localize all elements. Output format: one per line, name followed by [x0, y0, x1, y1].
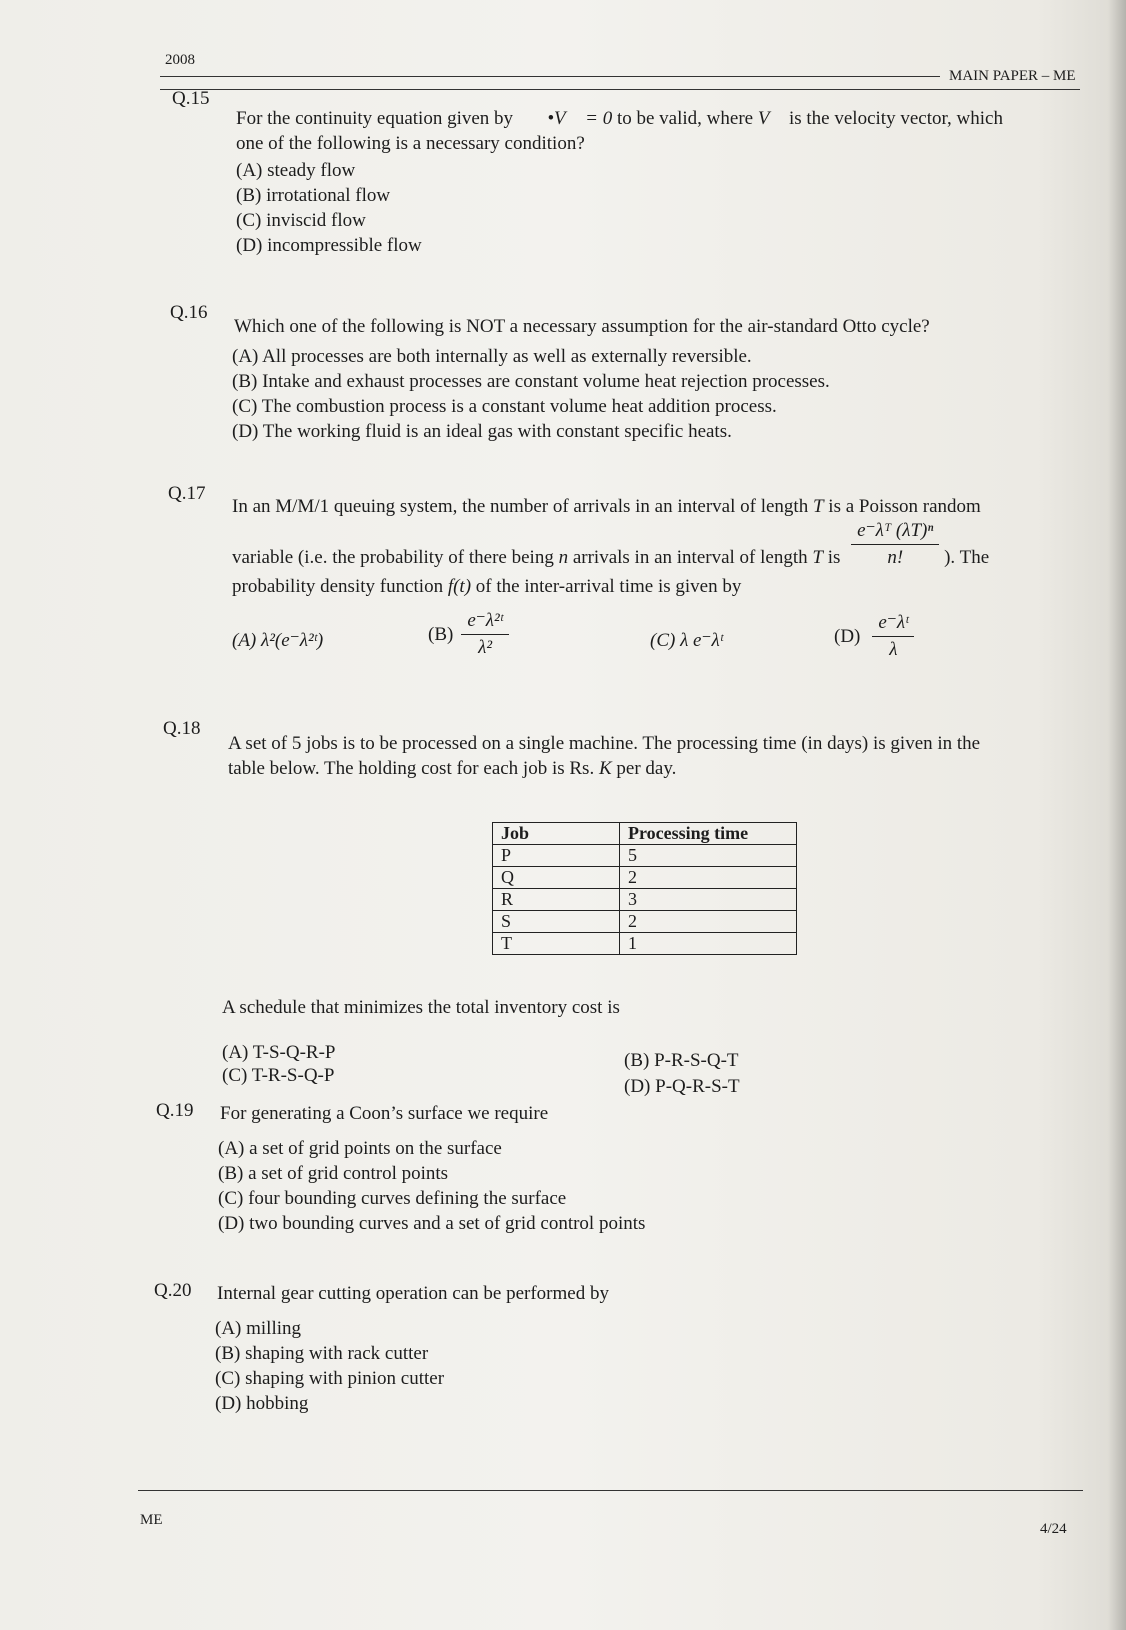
table-header-row: [493, 823, 797, 845]
q16-option-d: (D) The working fluid is an ideal gas with constant specific heats.: [232, 421, 732, 442]
header-rule-right: [160, 89, 1080, 90]
q17-line2-a: variable (i.e. the probability of there being: [232, 546, 559, 568]
q15-velocity-symbol: V⃗: [757, 108, 785, 129]
footer-rule: [138, 1490, 1083, 1491]
q17-line2-b: arrivals in an interval of length: [568, 546, 813, 568]
q18-symbol-K: K: [598, 758, 612, 779]
q18-jobs-table-wrap: [492, 822, 797, 955]
footer-page-number: 4/24: [1040, 1521, 1067, 1537]
q19-text: For generating a Coon’s surface we require: [220, 1103, 549, 1124]
q17-fraction-denominator: n!: [887, 547, 904, 568]
q16-number: Q.16: [170, 302, 208, 323]
q18-option-b: (B) P-R-S-Q-T: [624, 1050, 739, 1071]
q19-option-d: (D) two bounding curves and a set of grid control points: [218, 1213, 646, 1234]
page-binding-shadow: [1108, 0, 1126, 1630]
q17-option-d-denominator: λ: [889, 639, 898, 660]
q17-option-b-label: (B): [428, 624, 454, 645]
table-header-job: Job: [493, 823, 620, 845]
q17-fraction-numerator: e⁻λᵀ (λT)ⁿ: [851, 518, 939, 545]
q15-text-mid: to be valid, where: [612, 108, 758, 129]
q17-line3: [232, 574, 1052, 599]
q19-option-b: (B) a set of grid control points: [218, 1163, 449, 1184]
q20-options: [215, 1316, 444, 1416]
header-rule: [160, 76, 940, 77]
table-row: [493, 933, 797, 955]
q20-option-c: (C) shaping with pinion cutter: [215, 1368, 445, 1389]
q15-text-line2: one of the following is a necessary condition?: [236, 133, 585, 154]
q17-option-d-fraction: [872, 610, 914, 663]
q17-line2: [232, 516, 1082, 569]
table-cell-job: T: [493, 933, 620, 955]
q17-poisson-fraction: [851, 518, 939, 571]
table-cell-time: 2: [620, 867, 797, 889]
q17-symbol-n: n: [558, 546, 569, 568]
q17-option-d-numerator: e⁻λᵗ: [872, 610, 914, 637]
table-cell-job: R: [493, 889, 620, 911]
q17-line2-c: is: [822, 546, 841, 568]
q18-jobs-table: [492, 822, 797, 955]
q17-option-b: [428, 608, 509, 661]
q18-option-c: (C) T-R-S-Q-P: [222, 1065, 335, 1086]
header-paper: MAIN PAPER – ME: [949, 68, 1076, 84]
table-cell-time: 2: [620, 911, 797, 933]
q20-option-d: (D) hobbing: [215, 1393, 309, 1414]
q15-option-c: (C) inviscid flow: [236, 210, 366, 231]
table-cell-job: P: [493, 845, 620, 867]
q15-option-a: (A) steady flow: [236, 160, 356, 181]
q18-question: A schedule that minimizes the total inventory cost is: [222, 997, 620, 1018]
q16-text: Which one of the following is NOT a necessary assumption for the air-standard Otto cycle?: [234, 316, 930, 337]
q15-number: Q.15: [172, 88, 210, 109]
q18-line2-a: table below. The holding cost for each job is Rs.: [228, 758, 599, 779]
q17-option-d: [834, 610, 914, 663]
q20-number: Q.20: [154, 1280, 192, 1301]
q17-option-a: (A) λ²(e⁻λ²ᵗ): [232, 630, 324, 651]
table-cell-job: S: [493, 911, 620, 933]
q17-line3-a: probability density function: [232, 576, 448, 597]
q15-text-pre: For the continuity equation given by: [236, 108, 518, 129]
q15-options: [236, 158, 422, 258]
header-year: 2008: [165, 52, 195, 68]
footer-subject: ME: [140, 1512, 163, 1528]
q17-line3-b: of the inter-arrival time is given by: [471, 576, 742, 597]
q15-equation: ∇⃗•V⃗ = 0: [517, 108, 613, 129]
q19-options: [218, 1136, 645, 1236]
q17-option-d-label: (D): [834, 626, 861, 647]
q20-text: Internal gear cutting operation can be performed by: [217, 1283, 609, 1304]
q15-option-b: (B) irrotational flow: [236, 185, 391, 206]
q17-symbol-T2: T: [812, 546, 823, 568]
q15-option-d: (D) incompressible flow: [236, 235, 422, 256]
table-cell-time: 5: [620, 845, 797, 867]
q17-line1-a: In an M/M/1 queuing system, the number of arrivals in an interval of length: [232, 496, 813, 517]
q15-text-post: is the velocity vector, which: [784, 108, 1003, 129]
q19-number: Q.19: [156, 1100, 194, 1121]
table-row: [493, 845, 797, 867]
q19-option-a: (A) a set of grid points on the surface: [218, 1138, 502, 1159]
q17-line1-b: is a Poisson random: [823, 496, 981, 517]
q20-option-a: (A) milling: [215, 1318, 302, 1339]
q18-number: Q.18: [163, 718, 201, 739]
q17-option-c: (C) λ e⁻λᵗ: [650, 630, 723, 651]
q17-option-b-denominator: λ²: [478, 637, 493, 658]
q16-options: [232, 344, 830, 444]
q19-option-c: (C) four bounding curves defining the surface: [218, 1188, 567, 1209]
q18-line2-b: per day.: [611, 758, 677, 779]
q15-text: [236, 106, 1076, 156]
q16-option-c: (C) The combustion process is a constant volume heat addition process.: [232, 396, 777, 417]
q20-option-b: (B) shaping with rack cutter: [215, 1343, 429, 1364]
q17-option-b-fraction: [461, 608, 509, 661]
q18-text: [228, 731, 1078, 781]
table-header-processing-time: Processing time: [620, 823, 797, 845]
table-row: [493, 867, 797, 889]
q16-option-b: (B) Intake and exhaust processes are constant volume heat rejection processes.: [232, 371, 830, 392]
table-cell-time: 3: [620, 889, 797, 911]
table-row: [493, 911, 797, 933]
q17-symbol-T: T: [812, 496, 824, 517]
table-cell-time: 1: [620, 933, 797, 955]
q17-option-b-numerator: e⁻λ²ᵗ: [461, 608, 509, 635]
q17-number: Q.17: [168, 483, 206, 504]
table-cell-job: Q: [493, 867, 620, 889]
q18-option-a: (A) T-S-Q-R-P: [222, 1042, 336, 1063]
q17-line2-d: ). The: [944, 546, 990, 568]
q18-option-d: (D) P-Q-R-S-T: [624, 1076, 740, 1097]
q18-line1: A set of 5 jobs is to be processed on a single machine. The processing time (in days) is given in the: [228, 733, 981, 754]
table-row: [493, 889, 797, 911]
q16-option-a: (A) All processes are both internally as well as externally reversible.: [232, 346, 752, 367]
q17-ft: f(t): [447, 576, 472, 597]
